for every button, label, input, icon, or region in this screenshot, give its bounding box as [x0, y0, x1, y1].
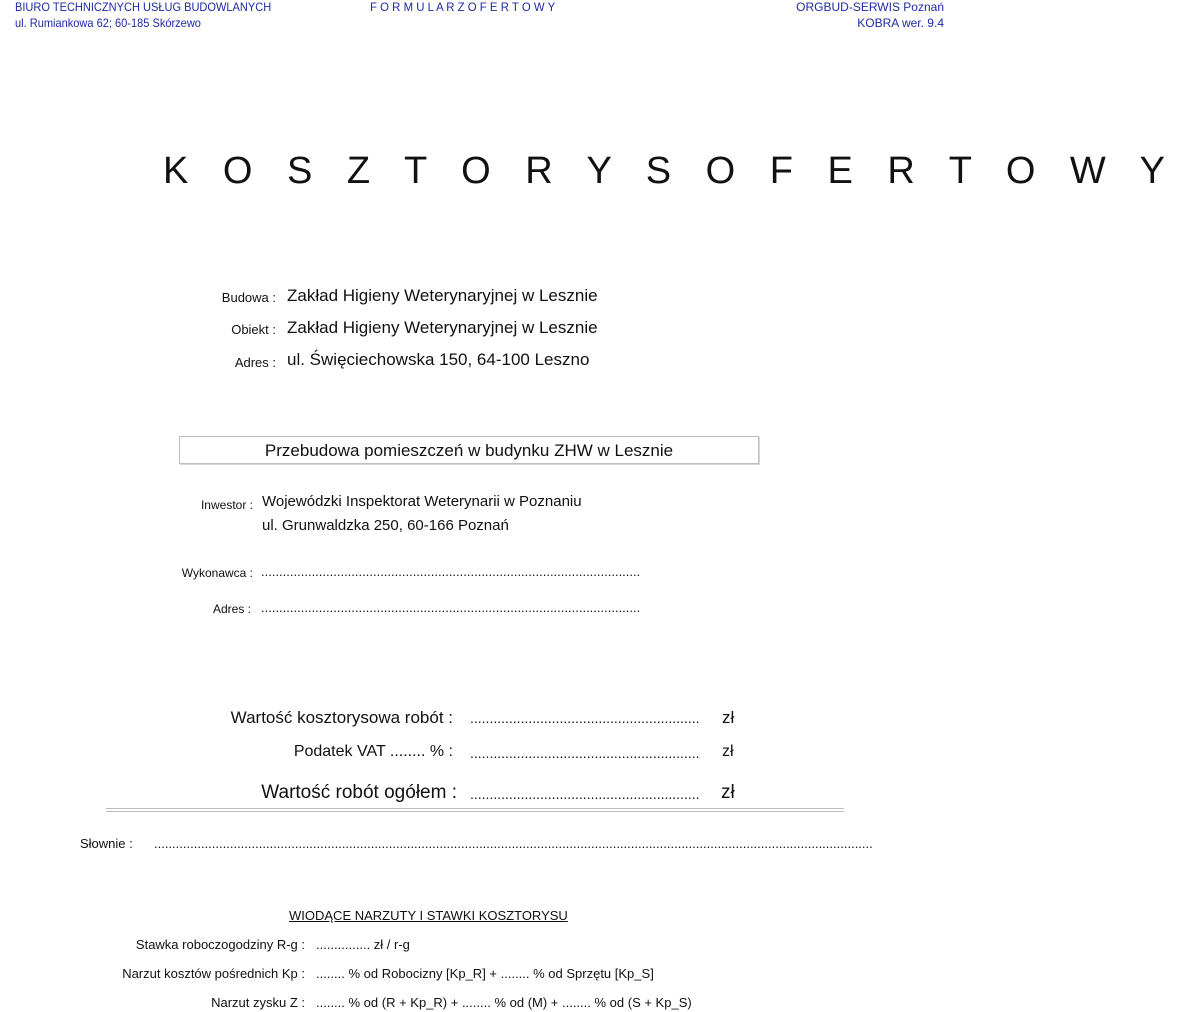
labor-rate-value: ............... zł / r-g [316, 937, 410, 952]
page-title: K O S Z T O R Y S O F E R T O W Y [163, 150, 1177, 192]
cost-value-label: Wartość kosztorysowa robót : [230, 708, 453, 727]
adres-label: Adres : [234, 355, 276, 370]
total-dots: ........................................................... [470, 786, 700, 802]
budowa-label: Budowa : [221, 290, 276, 305]
total-double-line-bottom [106, 811, 844, 812]
words-label: Słownie : [80, 836, 133, 851]
rates-heading: WIODĄCE NARZUTY I STAWKI KOSZTORYSU [289, 908, 568, 923]
vat-dots: ........................................................... [470, 745, 700, 761]
form-type: F O R M U L A R Z O F E R T O W Y [370, 0, 556, 14]
software-vendor: ORGBUD-SERWIS Poznań [796, 0, 944, 14]
profit-label: Narzut zysku Z : [211, 995, 305, 1010]
total-double-line-top [106, 808, 844, 809]
kp-value: ........ % od Robocizny [Kp_R] + ........ % od Sprzętu [Kp_S] [316, 966, 654, 981]
investor-name: Wojewódzki Inspektorat Weterynarii w Poznaniu [262, 493, 582, 510]
contractor-label: Wykonawca : [181, 566, 253, 580]
cost-value-dots: ........................................................... [470, 710, 700, 726]
obiekt-value: Zakład Higieny Weterynaryjnej w Lesznie [287, 318, 598, 337]
cost-value-currency: zł [722, 708, 735, 727]
company-address: ul. Rumiankowa 62; 60-185 Skórzewo [15, 16, 201, 30]
investor-address: ul. Grunwaldzka 250, 60-166 Poznań [262, 517, 509, 534]
contractor-value: ......................................................................................................... [261, 564, 641, 579]
profit-value: ........ % od (R + Kp_R) + ........ % od (M) + ........ % od (S + Kp_S) [316, 995, 692, 1010]
total-label: Wartość robót ogółem : [261, 782, 457, 803]
investor-label: Inwestor : [200, 498, 253, 512]
contractor-address-label: Adres : [212, 602, 251, 616]
contractor-address-value: ......................................................................................................... [261, 600, 641, 615]
labor-rate-label: Stawka roboczogodziny R-g : [135, 937, 305, 952]
vat-currency: zł [722, 743, 734, 760]
words-value: ....................................................................................................................................................................................................... [154, 836, 873, 851]
kp-label: Narzut kosztów pośrednich Kp : [122, 966, 305, 981]
adres-value: ul. Święciechowska 150, 64-100 Leszno [287, 350, 590, 369]
scope-title: Przebudowa pomieszczeń w budynku ZHW w Lesznie [264, 441, 674, 460]
vat-label: Podatek VAT ........ % : [293, 743, 453, 760]
company-name: BIURO TECHNICZNYCH USŁUG BUDOWLANYCH [15, 0, 272, 14]
software-version: KOBRA wer. 9.4 [857, 16, 944, 30]
budowa-value: Zakład Higieny Weterynaryjnej w Lesznie [287, 286, 598, 305]
total-currency: zł [721, 782, 735, 803]
obiekt-label: Obiekt : [231, 322, 276, 337]
